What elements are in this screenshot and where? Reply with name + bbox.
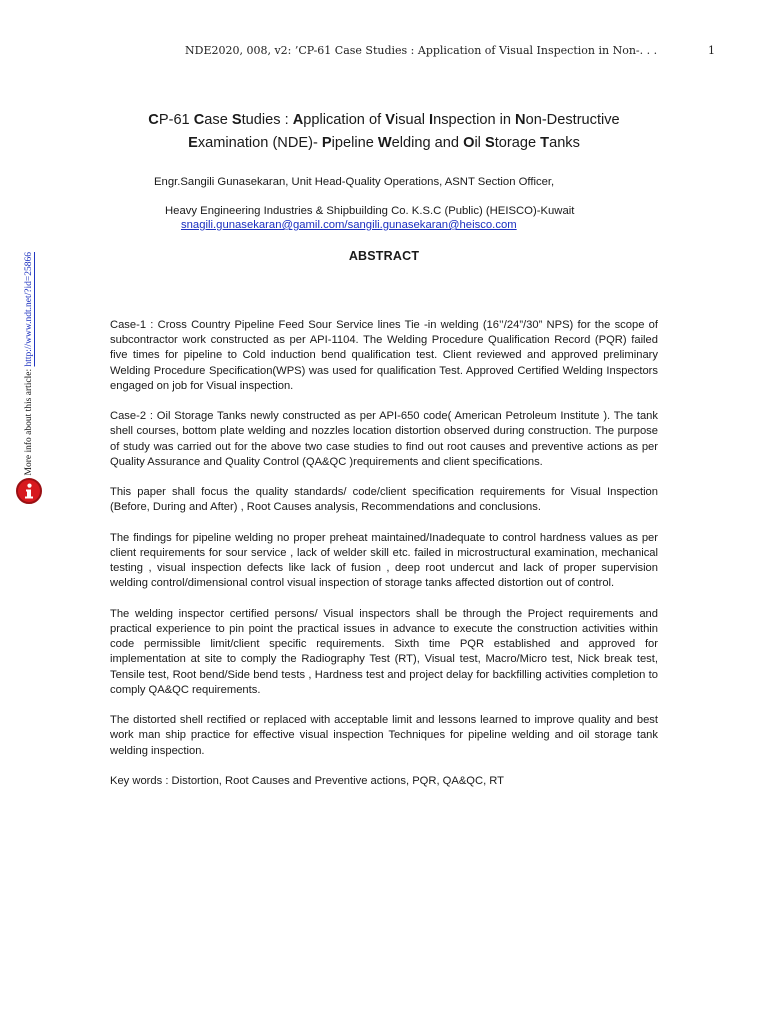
- title-initial: N: [515, 112, 526, 128]
- title-text: tudies :: [241, 112, 293, 128]
- paper-title: [110, 109, 658, 155]
- article-info-prefix: More info about this article:: [24, 366, 34, 475]
- title-text: anks: [549, 135, 580, 151]
- paragraph-focus: This paper shall focus the quality standards/ code/client specification requirements for Visual Inspection (Before, During and After) , Root Causes analysis, Recommendations and conclusions.: [110, 486, 658, 514]
- article-info-link[interactable]: [22, 250, 36, 475]
- title-text: pplication of: [303, 112, 386, 128]
- running-header-text: NDE2020, 008, v2: ’CP-61 Case Studies : Application of Visual Inspection in Non-. . .: [185, 44, 658, 57]
- title-text: ase: [204, 112, 232, 128]
- paragraph-findings: The findings for pipeline welding no proper preheat maintained/Inadequate to control hardness values as per client requirements for sour service , lack of welder skill etc. failed in microstructural examination, mechanical testing , visual inspection defects like lack of fusion , deep root undercut and lack of proper supervision welding control/dimensional control visual inspection of storage tanks affected distortion out of control.: [110, 531, 658, 590]
- title-initial: I: [429, 112, 434, 128]
- title-text: on-Destructive: [525, 112, 620, 128]
- paragraph-case-2: Case-2 : Oil Storage Tanks newly constructed as per API-650 code( American Petroleum Institute ). The tank shell courses, bottom plate welding and nozzles location distortion observed during construction. The purpose of study was carried out for the above two case studies to find out root causes and preventive actions as per Quality Assurance and Quality Control (QA&QC )requirements and client specifications.: [110, 410, 658, 468]
- title-text: torage: [494, 135, 541, 151]
- title-initial: P: [321, 135, 332, 151]
- title-text: P-61: [158, 112, 194, 128]
- title-initial: V: [385, 112, 395, 128]
- title-text: nspection in: [433, 112, 516, 128]
- abstract-body: [110, 318, 658, 804]
- title-initial: C: [193, 112, 205, 128]
- title-initial: W: [377, 135, 392, 151]
- affiliation: Heavy Engineering Industries & Shipbuilding Co. K.S.C (Public) (HEISCO)-Kuwait: [165, 205, 575, 217]
- article-info-url[interactable]: http://www.ndt.net/?id=25866: [24, 251, 34, 367]
- paragraph-case-1: Case-1 : Cross Country Pipeline Feed Sour Service lines Tie -in welding (16’’/24”/30” NPS) for the scope of subcontractor work constructed as per API-1104. The Welding Procedure Qualification Record (PQR) failed five times for pipeline to Cold induction bend qualification test. Client reviewed and approved preliminary Welding Procedure Specification(WPS) was used for qualification Test. Approved Certified Welding Inspectors engaged on job for Visual inspection.: [110, 319, 658, 392]
- title-initial: O: [463, 135, 475, 151]
- email-link[interactable]: snagili.gunasekaran@gamil.com/sangili.gunasekaran@heisco.com: [181, 219, 517, 231]
- paragraph-distorted-shell: The distorted shell rectified or replaced with acceptable limit and lessons learned to improve quality and best work man ship practice for effective visual inspection Techniques for pipeline welding and oil storage tank welding inspection.: [110, 714, 658, 757]
- paragraph-inspectors: The welding inspector certified persons/ Visual inspectors shall be through the Project requirements and practical experience to pin point the practical issues in advance to execute the construction activities within code permissible limit/client specific requirements. Sixth time PQR established and approved for implementation at site to comply the Radiography Test (RT), Visual test, Macro/Micro test, Nick break test, Tensile test, Root bend/Side bend tests , Hardness test and project delay for backfilling activities completion to comply QA&QC requirements.: [110, 607, 658, 696]
- title-initial: C: [148, 112, 159, 128]
- abstract-heading: ABSTRACT: [348, 249, 420, 263]
- title-text: isual: [394, 112, 430, 128]
- title-initial: E: [188, 135, 198, 151]
- title-text: elding and: [391, 135, 464, 151]
- page-number: 1: [708, 44, 715, 57]
- keywords: Key words : Distortion, Root Causes and Preventive actions, PQR, QA&QC, RT: [110, 775, 504, 787]
- running-header: [185, 44, 715, 64]
- article-info-text: [24, 252, 34, 475]
- title-initial: S: [231, 112, 242, 128]
- title-text: xamination (NDE)-: [197, 135, 322, 151]
- title-initial: T: [540, 135, 550, 151]
- title-text: il: [474, 135, 485, 151]
- title-text: ipeline: [331, 135, 378, 151]
- author-line: Engr.Sangili Gunasekaran, Unit Head-Quality Operations, ASNT Section Officer,: [154, 176, 555, 188]
- title-initial: A: [292, 112, 304, 128]
- title-initial: S: [484, 135, 495, 151]
- info-icon[interactable]: [16, 478, 42, 504]
